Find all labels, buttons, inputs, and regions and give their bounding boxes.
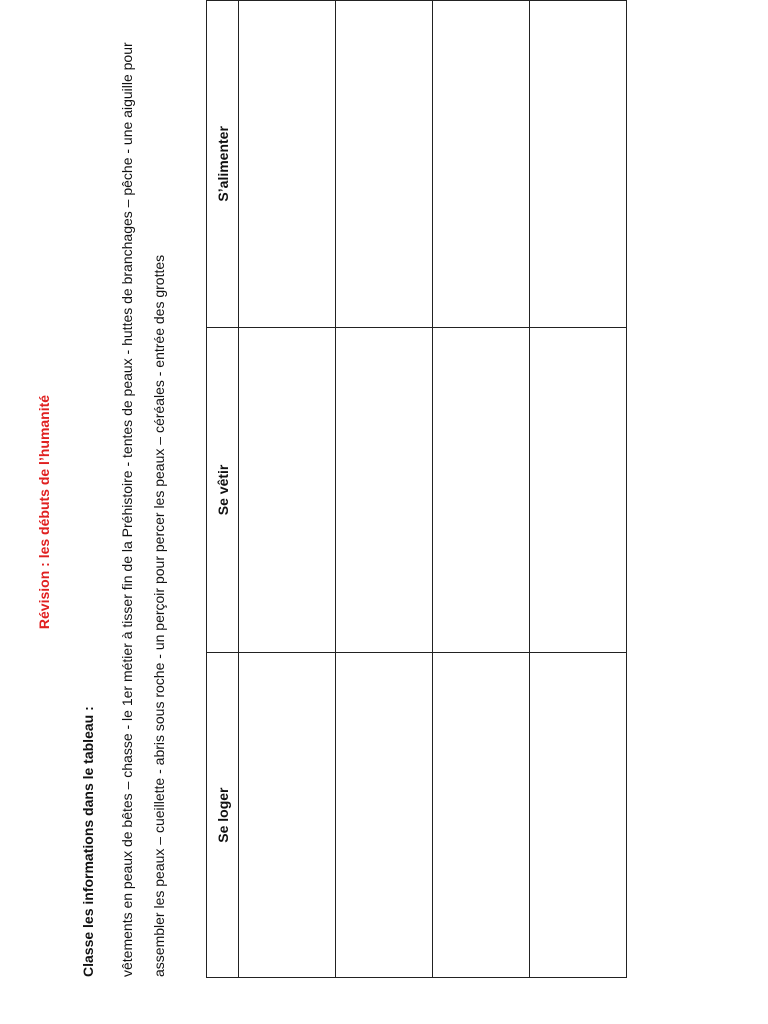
table-cell [433, 653, 530, 978]
header-se-loger: Se loger [207, 653, 239, 978]
table-cell [530, 653, 627, 978]
header-se-vetir: Se vêtir [207, 327, 239, 653]
table-cell [239, 653, 336, 978]
table-cell [530, 327, 627, 653]
table-row [239, 1, 336, 978]
table-row [336, 1, 433, 978]
table-cell [336, 653, 433, 978]
sorting-table [206, 0, 627, 978]
table-cell [433, 327, 530, 653]
table-row [530, 1, 627, 978]
table-cell [239, 1, 336, 328]
word-list: vêtements en peaux de bêtes – chasse - le 1er métier à tisser fin de la Préhistoire - tentes de peaux - huttes de branchages – pêche - une aiguille pour assembler les peaux – cueillette - abris sous roche - un perçoir pour percer les peaux – céréales - entrée des grottes [119, 42, 167, 977]
instruction-text: Classe les informations dans le tableau : [80, 706, 96, 977]
table-cell [336, 1, 433, 328]
table-row [433, 1, 530, 978]
table-cell [530, 1, 627, 328]
page-title: Révision : les débuts de l’humanité [36, 394, 52, 630]
table-header-row [207, 1, 239, 978]
table-cell [239, 327, 336, 653]
table-cell [433, 1, 530, 328]
header-s-alimenter: S’alimenter [207, 1, 239, 328]
table-cell [336, 327, 433, 653]
